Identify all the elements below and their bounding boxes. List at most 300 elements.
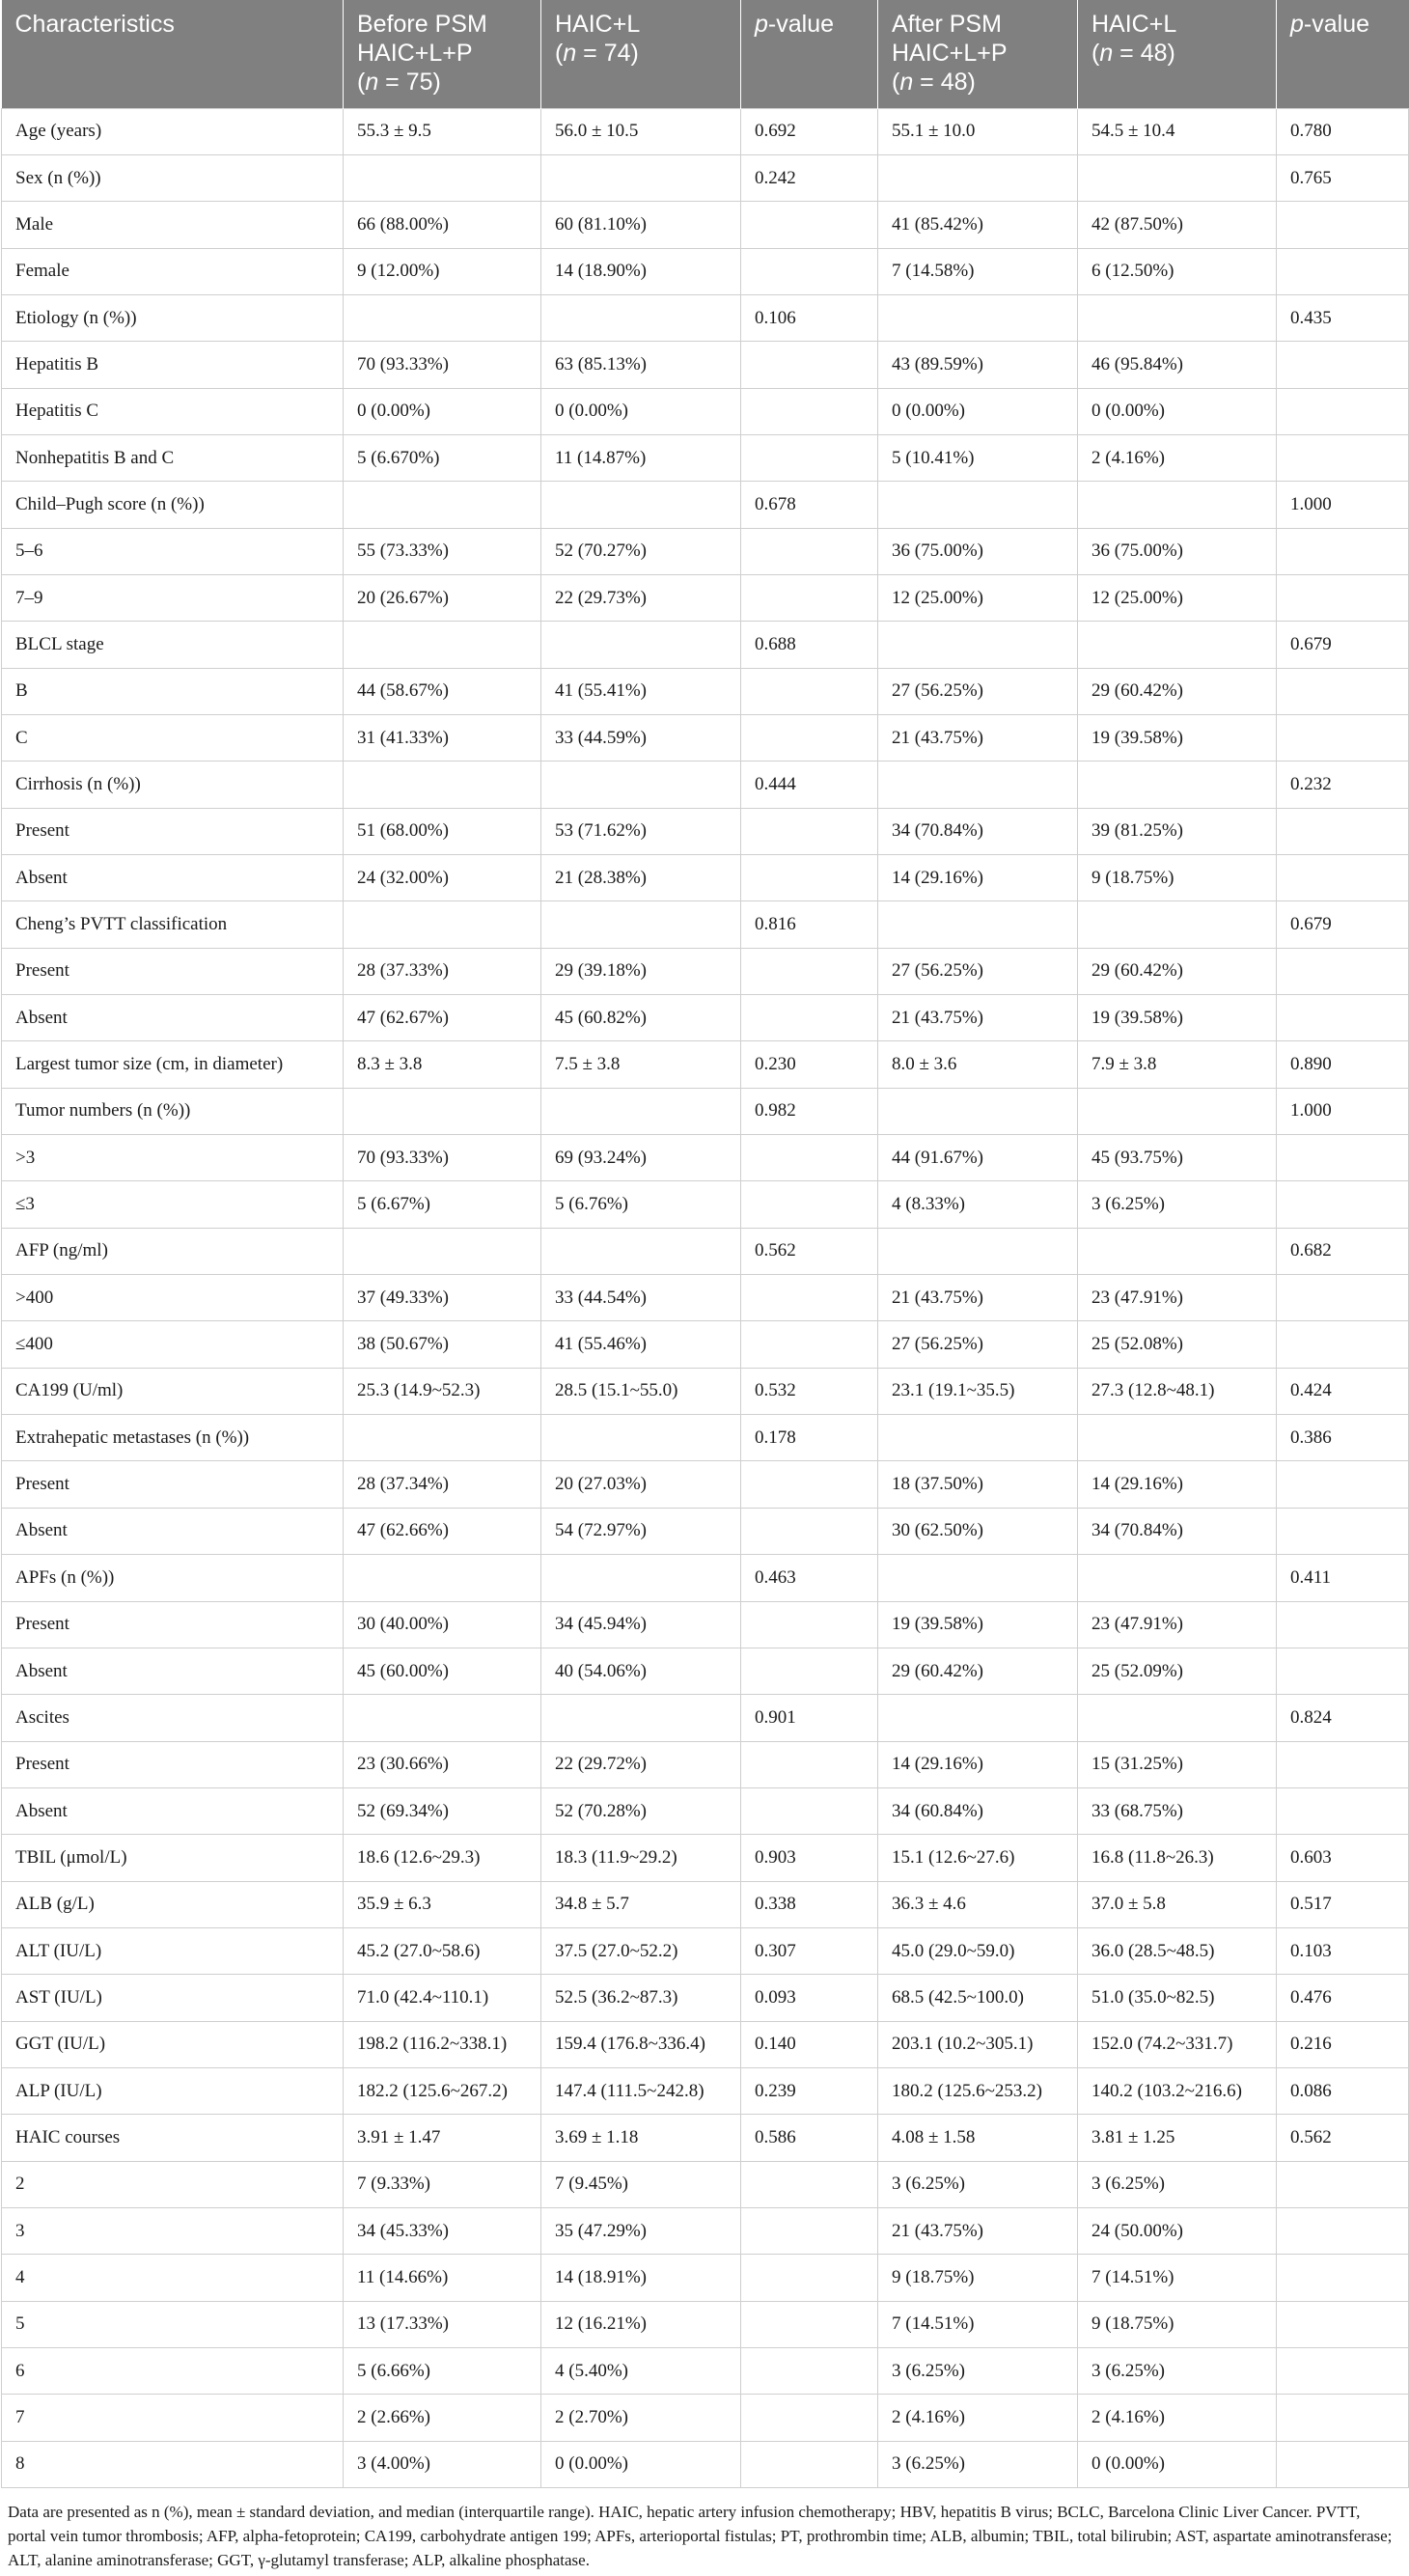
cell-after-p-value	[1277, 1135, 1409, 1181]
cell-after-haic-l: 29 (60.42%)	[1078, 948, 1277, 994]
cell-characteristic: Child–Pugh score (n (%))	[2, 482, 344, 528]
cell-before-haic-l-p	[344, 762, 541, 808]
cell-after-haic-l: 23 (47.91%)	[1078, 1275, 1277, 1321]
cell-before-haic-l-p: 18.6 (12.6~29.3)	[344, 1835, 541, 1881]
cell-before-haic-l: 0 (0.00%)	[541, 2441, 741, 2487]
cell-before-haic-l-p: 37 (49.33%)	[344, 1275, 541, 1321]
table-row	[2, 1135, 1409, 1181]
cell-after-haic-l-p: 21 (43.75%)	[878, 714, 1078, 761]
cell-characteristic: Female	[2, 248, 344, 294]
table-row	[2, 1787, 1409, 1834]
cell-after-p-value	[1277, 1508, 1409, 1554]
cell-before-haic-l-p: 70 (93.33%)	[344, 342, 541, 388]
cell-after-haic-l-p: 3 (6.25%)	[878, 2441, 1078, 2487]
cell-before-p-value: 0.901	[741, 1695, 878, 1741]
cell-after-haic-l: 19 (39.58%)	[1078, 995, 1277, 1041]
cell-before-haic-l	[541, 622, 741, 668]
cell-after-p-value: 0.824	[1277, 1695, 1409, 1741]
cell-after-haic-l-p: 0 (0.00%)	[878, 388, 1078, 434]
cell-characteristic: Present	[2, 1601, 344, 1648]
cell-characteristic: Cheng’s PVTT classification	[2, 901, 344, 948]
cell-after-p-value	[1277, 808, 1409, 854]
cell-after-haic-l: 7.9 ± 3.8	[1078, 1041, 1277, 1088]
cell-before-haic-l-p: 45 (60.00%)	[344, 1648, 541, 1694]
header-before-psm-line2: HAIC+L+P	[357, 40, 473, 67]
cell-characteristic: CA199 (U/ml)	[2, 1368, 344, 1414]
cell-after-p-value	[1277, 2161, 1409, 2207]
cell-after-haic-l-p: 21 (43.75%)	[878, 2207, 1078, 2254]
cell-after-haic-l-p	[878, 1088, 1078, 1134]
cell-after-haic-l-p: 4.08 ± 1.58	[878, 2115, 1078, 2161]
cell-before-p-value: 0.463	[741, 1555, 878, 1601]
cell-characteristic: ≤400	[2, 1321, 344, 1368]
cell-before-haic-l-p: 3.91 ± 1.47	[344, 2115, 541, 2161]
cell-after-haic-l-p: 4 (8.33%)	[878, 1181, 1078, 1228]
cell-before-haic-l	[541, 1695, 741, 1741]
cell-after-haic-l: 7 (14.51%)	[1078, 2255, 1277, 2301]
cell-before-p-value: 0.239	[741, 2067, 878, 2114]
cell-after-haic-l	[1078, 1555, 1277, 1601]
cell-before-p-value	[741, 808, 878, 854]
cell-before-haic-l: 21 (28.38%)	[541, 855, 741, 901]
cell-after-haic-l: 37.0 ± 5.8	[1078, 1881, 1277, 1927]
table-row	[2, 2067, 1409, 2114]
cell-after-haic-l-p: 3 (6.25%)	[878, 2348, 1078, 2395]
cell-characteristic: AFP (ng/ml)	[2, 1228, 344, 1274]
cell-characteristic: Present	[2, 948, 344, 994]
table-row	[2, 948, 1409, 994]
cell-before-p-value	[741, 2348, 878, 2395]
cell-after-haic-l: 42 (87.50%)	[1078, 202, 1277, 248]
cell-before-p-value: 0.688	[741, 622, 878, 668]
table-row	[2, 1088, 1409, 1134]
table-row	[2, 1927, 1409, 1974]
table-row	[2, 482, 1409, 528]
cell-after-haic-l-p: 27 (56.25%)	[878, 1321, 1078, 1368]
cell-after-p-value: 0.890	[1277, 1041, 1409, 1088]
cell-characteristic: Tumor numbers (n (%))	[2, 1088, 344, 1134]
cell-before-haic-l-p	[344, 294, 541, 341]
cell-before-haic-l	[541, 1088, 741, 1134]
cell-before-haic-l	[541, 482, 741, 528]
cell-after-haic-l: 25 (52.08%)	[1078, 1321, 1277, 1368]
cell-before-p-value	[741, 855, 878, 901]
table-row	[2, 2395, 1409, 2441]
cell-before-haic-l	[541, 1228, 741, 1274]
cell-after-haic-l-p: 14 (29.16%)	[878, 1741, 1078, 1787]
cell-after-p-value: 0.562	[1277, 2115, 1409, 2161]
cell-characteristic: >400	[2, 1275, 344, 1321]
table-row	[2, 1368, 1409, 1414]
cell-after-haic-l	[1078, 901, 1277, 948]
cell-before-p-value	[741, 1601, 878, 1648]
cell-after-haic-l	[1078, 1695, 1277, 1741]
cell-after-haic-l-p	[878, 622, 1078, 668]
cell-before-haic-l: 18.3 (11.9~29.2)	[541, 1835, 741, 1881]
cell-after-haic-l-p: 41 (85.42%)	[878, 202, 1078, 248]
cell-before-p-value: 0.678	[741, 482, 878, 528]
cell-before-p-value	[741, 528, 878, 574]
cell-after-haic-l-p: 15.1 (12.6~27.6)	[878, 1835, 1078, 1881]
cell-before-haic-l: 40 (54.06%)	[541, 1648, 741, 1694]
header-after-psm-haic-l-p	[878, 0, 1078, 108]
cell-after-p-value	[1277, 714, 1409, 761]
cell-before-haic-l-p: 25.3 (14.9~52.3)	[344, 1368, 541, 1414]
cell-after-haic-l: 0 (0.00%)	[1078, 2441, 1277, 2487]
table-row	[2, 108, 1409, 154]
table-row	[2, 574, 1409, 621]
cell-before-haic-l: 20 (27.03%)	[541, 1461, 741, 1508]
table-row	[2, 855, 1409, 901]
cell-before-haic-l-p	[344, 482, 541, 528]
cell-after-haic-l-p	[878, 1415, 1078, 1461]
cell-characteristic: Sex (n (%))	[2, 154, 344, 201]
cell-after-haic-l	[1078, 762, 1277, 808]
cell-before-haic-l-p: 9 (12.00%)	[344, 248, 541, 294]
table-row	[2, 762, 1409, 808]
cell-before-haic-l-p: 38 (50.67%)	[344, 1321, 541, 1368]
cell-after-haic-l-p	[878, 482, 1078, 528]
cell-after-haic-l-p: 8.0 ± 3.6	[878, 1041, 1078, 1088]
cell-characteristic: AST (IU/L)	[2, 1975, 344, 2021]
table-row	[2, 2348, 1409, 2395]
cell-before-haic-l-p: 2 (2.66%)	[344, 2395, 541, 2441]
cell-after-haic-l-p: 30 (62.50%)	[878, 1508, 1078, 1554]
cell-after-haic-l-p: 45.0 (29.0~59.0)	[878, 1927, 1078, 1974]
cell-after-haic-l-p	[878, 1555, 1078, 1601]
cell-after-haic-l	[1078, 294, 1277, 341]
cell-after-haic-l-p: 43 (89.59%)	[878, 342, 1078, 388]
table-row	[2, 1648, 1409, 1694]
cell-before-haic-l-p: 34 (45.33%)	[344, 2207, 541, 2254]
cell-before-p-value: 0.532	[741, 1368, 878, 1414]
cell-after-haic-l-p: 29 (60.42%)	[878, 1648, 1078, 1694]
cell-after-p-value	[1277, 855, 1409, 901]
cell-after-haic-l	[1078, 482, 1277, 528]
cell-characteristic: Absent	[2, 855, 344, 901]
header-before-psm-line1: Before PSM	[357, 11, 487, 38]
cell-before-p-value	[741, 434, 878, 481]
cell-before-p-value	[741, 1461, 878, 1508]
cell-characteristic: Present	[2, 808, 344, 854]
cell-after-p-value	[1277, 1648, 1409, 1694]
cell-characteristic: 2	[2, 2161, 344, 2207]
table-row	[2, 2115, 1409, 2161]
cell-before-haic-l: 11 (14.87%)	[541, 434, 741, 481]
cell-characteristic: Largest tumor size (cm, in diameter)	[2, 1041, 344, 1088]
cell-after-haic-l: 36.0 (28.5~48.5)	[1078, 1927, 1277, 1974]
cell-after-p-value	[1277, 2301, 1409, 2347]
cell-before-haic-l: 33 (44.54%)	[541, 1275, 741, 1321]
cell-before-haic-l-p	[344, 1555, 541, 1601]
cell-characteristic: >3	[2, 1135, 344, 1181]
cell-after-haic-l-p: 180.2 (125.6~253.2)	[878, 2067, 1078, 2114]
cell-before-p-value	[741, 2441, 878, 2487]
cell-before-haic-l-p: 182.2 (125.6~267.2)	[344, 2067, 541, 2114]
cell-after-p-value: 0.386	[1277, 1415, 1409, 1461]
table-row	[2, 1881, 1409, 1927]
cell-characteristic: 5–6	[2, 528, 344, 574]
table-body	[2, 108, 1409, 2488]
cell-before-haic-l-p: 198.2 (116.2~338.1)	[344, 2021, 541, 2067]
cell-before-haic-l: 63 (85.13%)	[541, 342, 741, 388]
cell-after-haic-l-p: 18 (37.50%)	[878, 1461, 1078, 1508]
table-row	[2, 2255, 1409, 2301]
cell-before-haic-l	[541, 762, 741, 808]
cell-after-haic-l: 140.2 (103.2~216.6)	[1078, 2067, 1277, 2114]
cell-before-haic-l-p: 30 (40.00%)	[344, 1601, 541, 1648]
cell-after-haic-l: 2 (4.16%)	[1078, 434, 1277, 481]
header-characteristics	[2, 0, 344, 108]
cell-after-p-value: 0.232	[1277, 762, 1409, 808]
cell-characteristic: Nonhepatitis B and C	[2, 434, 344, 481]
cell-after-haic-l: 34 (70.84%)	[1078, 1508, 1277, 1554]
cell-before-haic-l-p	[344, 154, 541, 201]
cell-after-haic-l: 54.5 ± 10.4	[1078, 108, 1277, 154]
cell-characteristic: Absent	[2, 1648, 344, 1694]
table-row	[2, 1228, 1409, 1274]
cell-after-haic-l: 46 (95.84%)	[1078, 342, 1277, 388]
cell-before-haic-l-p: 23 (30.66%)	[344, 1741, 541, 1787]
table-row	[2, 995, 1409, 1041]
cell-after-haic-l: 24 (50.00%)	[1078, 2207, 1277, 2254]
table-footnote: Data are presented as n (%), mean ± standard deviation, and median (interquartile range). HAIC, hepatic artery infusion chemotherapy; HBV, hepatitis B virus; BCLC, Barcelona Clinic Liver Cancer. PVTT, portal vein tumor thrombosis; AFP, alpha-fetoprotein; CA199, carbohydrate antigen 199; APFs, arterioportal fistulas; PT, prothrombin time; ALB, albumin; TBIL, total bilirubin; AST, aspartate aminotransferase; ALT, alanine aminotransferase; GGT, γ-glutamyl transferase; ALP, alkaline phosphatase.	[8, 2503, 1393, 2569]
cell-characteristic: ALT (IU/L)	[2, 1927, 344, 1974]
header-after-haic-l-line1: HAIC+L	[1091, 11, 1177, 38]
cell-before-p-value: 0.106	[741, 294, 878, 341]
table-row	[2, 1041, 1409, 1088]
header-after-haic-l-n-italic: n	[1099, 40, 1114, 67]
cell-characteristic: APFs (n (%))	[2, 1555, 344, 1601]
table-row	[2, 248, 1409, 294]
cell-before-p-value: 0.816	[741, 901, 878, 948]
cell-characteristic: Absent	[2, 1508, 344, 1554]
cell-after-haic-l-p: 21 (43.75%)	[878, 995, 1078, 1041]
table-row	[2, 154, 1409, 201]
cell-after-haic-l: 45 (93.75%)	[1078, 1135, 1277, 1181]
cell-before-haic-l: 22 (29.72%)	[541, 1741, 741, 1787]
cell-after-p-value: 0.476	[1277, 1975, 1409, 2021]
cell-before-haic-l: 7.5 ± 3.8	[541, 1041, 741, 1088]
table-row	[2, 2301, 1409, 2347]
cell-before-haic-l-p: 47 (62.67%)	[344, 995, 541, 1041]
cell-after-p-value	[1277, 248, 1409, 294]
cell-after-haic-l	[1078, 1088, 1277, 1134]
cell-before-haic-l: 147.4 (111.5~242.8)	[541, 2067, 741, 2114]
cell-before-p-value	[741, 1741, 878, 1787]
cell-after-p-value	[1277, 995, 1409, 1041]
cell-before-haic-l: 3.69 ± 1.18	[541, 2115, 741, 2161]
cell-after-p-value	[1277, 1181, 1409, 1228]
cell-after-haic-l-p: 23.1 (19.1~35.5)	[878, 1368, 1078, 1414]
cell-before-haic-l-p: 3 (4.00%)	[344, 2441, 541, 2487]
header-p-italic: p	[755, 11, 768, 38]
cell-before-haic-l: 7 (9.45%)	[541, 2161, 741, 2207]
cell-before-haic-l: 52 (70.28%)	[541, 1787, 741, 1834]
cell-characteristic: Present	[2, 1461, 344, 1508]
header-p-value-suffix-after: -value	[1303, 11, 1369, 38]
cell-before-haic-l-p: 31 (41.33%)	[344, 714, 541, 761]
cell-after-p-value	[1277, 1275, 1409, 1321]
table-row	[2, 1275, 1409, 1321]
cell-characteristic: Present	[2, 1741, 344, 1787]
cell-before-haic-l-p: 52 (69.34%)	[344, 1787, 541, 1834]
cell-before-haic-l-p: 5 (6.670%)	[344, 434, 541, 481]
header-p-italic-after: p	[1290, 11, 1304, 38]
cell-after-haic-l-p: 21 (43.75%)	[878, 1275, 1078, 1321]
cell-before-haic-l: 159.4 (176.8~336.4)	[541, 2021, 741, 2067]
cell-after-p-value	[1277, 1601, 1409, 1648]
cell-after-haic-l-p: 36 (75.00%)	[878, 528, 1078, 574]
table-row	[2, 1181, 1409, 1228]
cell-after-haic-l-p	[878, 901, 1078, 948]
cell-before-haic-l-p: 45.2 (27.0~58.6)	[344, 1927, 541, 1974]
header-before-psm-haic-l	[541, 0, 741, 108]
cell-after-haic-l-p: 12 (25.00%)	[878, 574, 1078, 621]
cell-after-p-value: 0.679	[1277, 622, 1409, 668]
cell-after-haic-l: 3.81 ± 1.25	[1078, 2115, 1277, 2161]
cell-before-p-value	[741, 948, 878, 994]
cell-characteristic: Extrahepatic metastases (n (%))	[2, 1415, 344, 1461]
cell-before-p-value	[741, 342, 878, 388]
cell-after-haic-l: 23 (47.91%)	[1078, 1601, 1277, 1648]
cell-before-p-value	[741, 714, 878, 761]
table-row	[2, 1695, 1409, 1741]
cell-before-p-value	[741, 1135, 878, 1181]
cell-before-haic-l-p: 44 (58.67%)	[344, 668, 541, 714]
cell-after-haic-l-p: 27 (56.25%)	[878, 668, 1078, 714]
cell-before-p-value: 0.230	[741, 1041, 878, 1088]
cell-after-haic-l-p	[878, 1228, 1078, 1274]
cell-characteristic: GGT (IU/L)	[2, 2021, 344, 2067]
cell-before-p-value	[741, 2207, 878, 2254]
table-row	[2, 1601, 1409, 1648]
cell-before-haic-l-p: 66 (88.00%)	[344, 202, 541, 248]
cell-after-haic-l-p: 14 (29.16%)	[878, 855, 1078, 901]
cell-after-haic-l: 39 (81.25%)	[1078, 808, 1277, 854]
cell-before-p-value: 0.562	[741, 1228, 878, 1274]
cell-before-p-value	[741, 574, 878, 621]
cell-after-haic-l-p: 2 (4.16%)	[878, 2395, 1078, 2441]
cell-after-p-value: 0.780	[1277, 108, 1409, 154]
cell-before-haic-l-p: 5 (6.67%)	[344, 1181, 541, 1228]
table-row	[2, 1741, 1409, 1787]
table-row	[2, 528, 1409, 574]
table-row	[2, 1555, 1409, 1601]
cell-before-p-value	[741, 2161, 878, 2207]
cell-after-p-value: 0.216	[1277, 2021, 1409, 2067]
cell-before-p-value: 0.982	[741, 1088, 878, 1134]
cell-characteristic: 6	[2, 2348, 344, 2395]
cell-before-p-value: 0.903	[741, 1835, 878, 1881]
cell-before-haic-l-p: 0 (0.00%)	[344, 388, 541, 434]
table-row	[2, 808, 1409, 854]
cell-before-haic-l: 34.8 ± 5.7	[541, 1881, 741, 1927]
cell-before-haic-l: 2 (2.70%)	[541, 2395, 741, 2441]
cell-before-haic-l: 14 (18.91%)	[541, 2255, 741, 2301]
cell-before-p-value	[741, 248, 878, 294]
cell-before-haic-l-p: 24 (32.00%)	[344, 855, 541, 901]
cell-before-haic-l: 69 (93.24%)	[541, 1135, 741, 1181]
cell-before-haic-l-p	[344, 1415, 541, 1461]
header-haic-l-n-value: = 74)	[576, 40, 639, 67]
cell-before-haic-l: 60 (81.10%)	[541, 202, 741, 248]
cell-after-haic-l-p: 34 (60.84%)	[878, 1787, 1078, 1834]
cell-before-haic-l-p: 55 (73.33%)	[344, 528, 541, 574]
cell-after-haic-l: 29 (60.42%)	[1078, 668, 1277, 714]
cell-characteristic: C	[2, 714, 344, 761]
header-p-value-after	[1277, 0, 1409, 108]
cell-after-p-value	[1277, 2441, 1409, 2487]
table-row	[2, 1975, 1409, 2021]
cell-before-haic-l: 33 (44.59%)	[541, 714, 741, 761]
header-after-psm-n-value: = 48)	[913, 69, 976, 96]
cell-before-haic-l: 45 (60.82%)	[541, 995, 741, 1041]
cell-before-haic-l-p: 8.3 ± 3.8	[344, 1041, 541, 1088]
cell-after-haic-l	[1078, 1228, 1277, 1274]
cell-characteristic: 8	[2, 2441, 344, 2487]
cell-before-haic-l-p: 28 (37.33%)	[344, 948, 541, 994]
cell-characteristic: Cirrhosis (n (%))	[2, 762, 344, 808]
cell-characteristic: Hepatitis C	[2, 388, 344, 434]
table-row	[2, 2021, 1409, 2067]
header-after-psm-n-open: (	[892, 69, 900, 96]
table-row	[2, 342, 1409, 388]
cell-after-haic-l: 9 (18.75%)	[1078, 855, 1277, 901]
cell-before-haic-l: 29 (39.18%)	[541, 948, 741, 994]
cell-before-haic-l: 53 (71.62%)	[541, 808, 741, 854]
cell-before-haic-l-p: 20 (26.67%)	[344, 574, 541, 621]
cell-before-p-value: 0.586	[741, 2115, 878, 2161]
cell-after-p-value	[1277, 574, 1409, 621]
table-row	[2, 2207, 1409, 2254]
header-before-psm-n-value: = 75)	[378, 69, 441, 96]
cell-after-p-value	[1277, 2255, 1409, 2301]
table-row	[2, 901, 1409, 948]
cell-after-haic-l: 15 (31.25%)	[1078, 1741, 1277, 1787]
cell-before-haic-l-p	[344, 901, 541, 948]
cell-characteristic: Absent	[2, 1787, 344, 1834]
cell-after-p-value: 0.435	[1277, 294, 1409, 341]
header-haic-l-line1: HAIC+L	[555, 11, 641, 38]
cell-after-p-value	[1277, 202, 1409, 248]
cell-before-p-value: 0.093	[741, 1975, 878, 2021]
cell-after-p-value	[1277, 948, 1409, 994]
cell-before-p-value	[741, 1508, 878, 1554]
cell-before-haic-l-p: 5 (6.66%)	[344, 2348, 541, 2395]
table-row	[2, 1415, 1409, 1461]
cell-before-haic-l: 56.0 ± 10.5	[541, 108, 741, 154]
cell-after-haic-l-p: 3 (6.25%)	[878, 2161, 1078, 2207]
cell-before-p-value: 0.242	[741, 154, 878, 201]
cell-after-haic-l: 27.3 (12.8~48.1)	[1078, 1368, 1277, 1414]
cell-before-haic-l-p: 71.0 (42.4~110.1)	[344, 1975, 541, 2021]
cell-characteristic: Etiology (n (%))	[2, 294, 344, 341]
cell-after-p-value	[1277, 2207, 1409, 2254]
cell-after-haic-l-p: 5 (10.41%)	[878, 434, 1078, 481]
header-characteristics-text: Characteristics	[14, 11, 175, 38]
cell-after-haic-l-p: 44 (91.67%)	[878, 1135, 1078, 1181]
cell-after-p-value: 0.679	[1277, 901, 1409, 948]
cell-after-haic-l-p	[878, 294, 1078, 341]
cell-before-haic-l-p	[344, 1228, 541, 1274]
cell-after-haic-l	[1078, 154, 1277, 201]
cell-before-haic-l: 37.5 (27.0~52.2)	[541, 1927, 741, 1974]
cell-after-p-value	[1277, 342, 1409, 388]
cell-before-p-value: 0.178	[741, 1415, 878, 1461]
cell-after-haic-l: 3 (6.25%)	[1078, 2161, 1277, 2207]
cell-before-haic-l-p: 55.3 ± 9.5	[344, 108, 541, 154]
